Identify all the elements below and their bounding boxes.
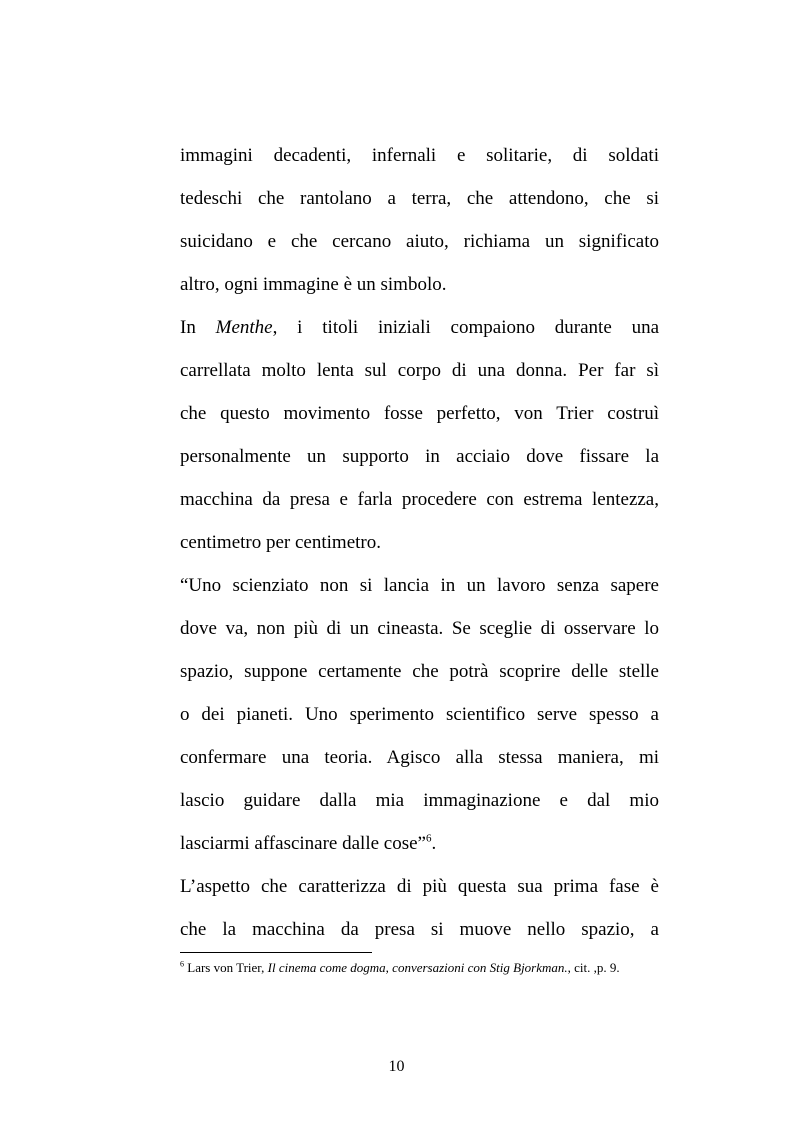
text-line: dove va, non più di un cineasta. Se sceglie di osservare lo [180, 618, 659, 639]
film-title: Menthe [215, 317, 273, 338]
text-line: tedeschi che rantolano a terra, che attendono, che si [180, 188, 659, 209]
text-line [180, 316, 659, 340]
footnote-citation: , cit. ,p. 9. [567, 960, 620, 975]
text-line: altro, ogni immagine è un simbolo. [180, 274, 447, 295]
page-number: 10 [388, 1058, 405, 1075]
text-line: L’aspetto che caratterizza di più questa sua prima fase è [180, 876, 659, 897]
text-line: che questo movimento fosse perfetto, von Trier costruì [180, 403, 659, 424]
text-line: macchina da presa e farla procedere con estrema lentezza, [180, 489, 659, 510]
text-line: suicidano e che cercano aiuto, richiama un significato [180, 231, 659, 252]
footnote-reference[interactable]: 6 [425, 832, 432, 845]
text-line [180, 832, 659, 856]
text-span: In [180, 317, 196, 338]
text-line: carrellata molto lenta sul corpo di una donna. Per far sì [180, 360, 659, 381]
footnote-author: Lars von Trier, [184, 960, 268, 975]
text-line: lascio guidare dalla mia immaginazione e dal mio [180, 790, 659, 811]
text-line: che la macchina da presa si muove nello spazio, a [180, 919, 659, 940]
footnote-separator [180, 952, 372, 953]
text-line: “Uno scienziato non si lancia in un lavoro senza sapere [180, 575, 659, 596]
text-span: lasciarmi affascinare dalle cose” [180, 833, 426, 854]
footnote-title: Il cinema come dogma, conversazioni con Stig Bjorkman. [267, 960, 568, 975]
text-line: centimetro per centimetro. [180, 532, 381, 553]
text-line: o dei pianeti. Uno sperimento scientifico serve spesso a [180, 704, 659, 725]
text-line: spazio, suppone certamente che potrà scoprire delle stelle [180, 661, 659, 682]
text-line: immagini decadenti, infernali e solitarie, di soldati [180, 145, 659, 166]
footnote-marker: 6 [180, 959, 184, 969]
footnote [180, 960, 620, 976]
text-line: personalmente un supporto in acciaio dove fissare la [180, 446, 659, 467]
text-line: confermare una teoria. Agisco alla stessa maniera, mi [180, 747, 659, 768]
text-span: , i titoli iniziali compaiono durante una [272, 317, 659, 338]
text-span: . [431, 833, 437, 854]
